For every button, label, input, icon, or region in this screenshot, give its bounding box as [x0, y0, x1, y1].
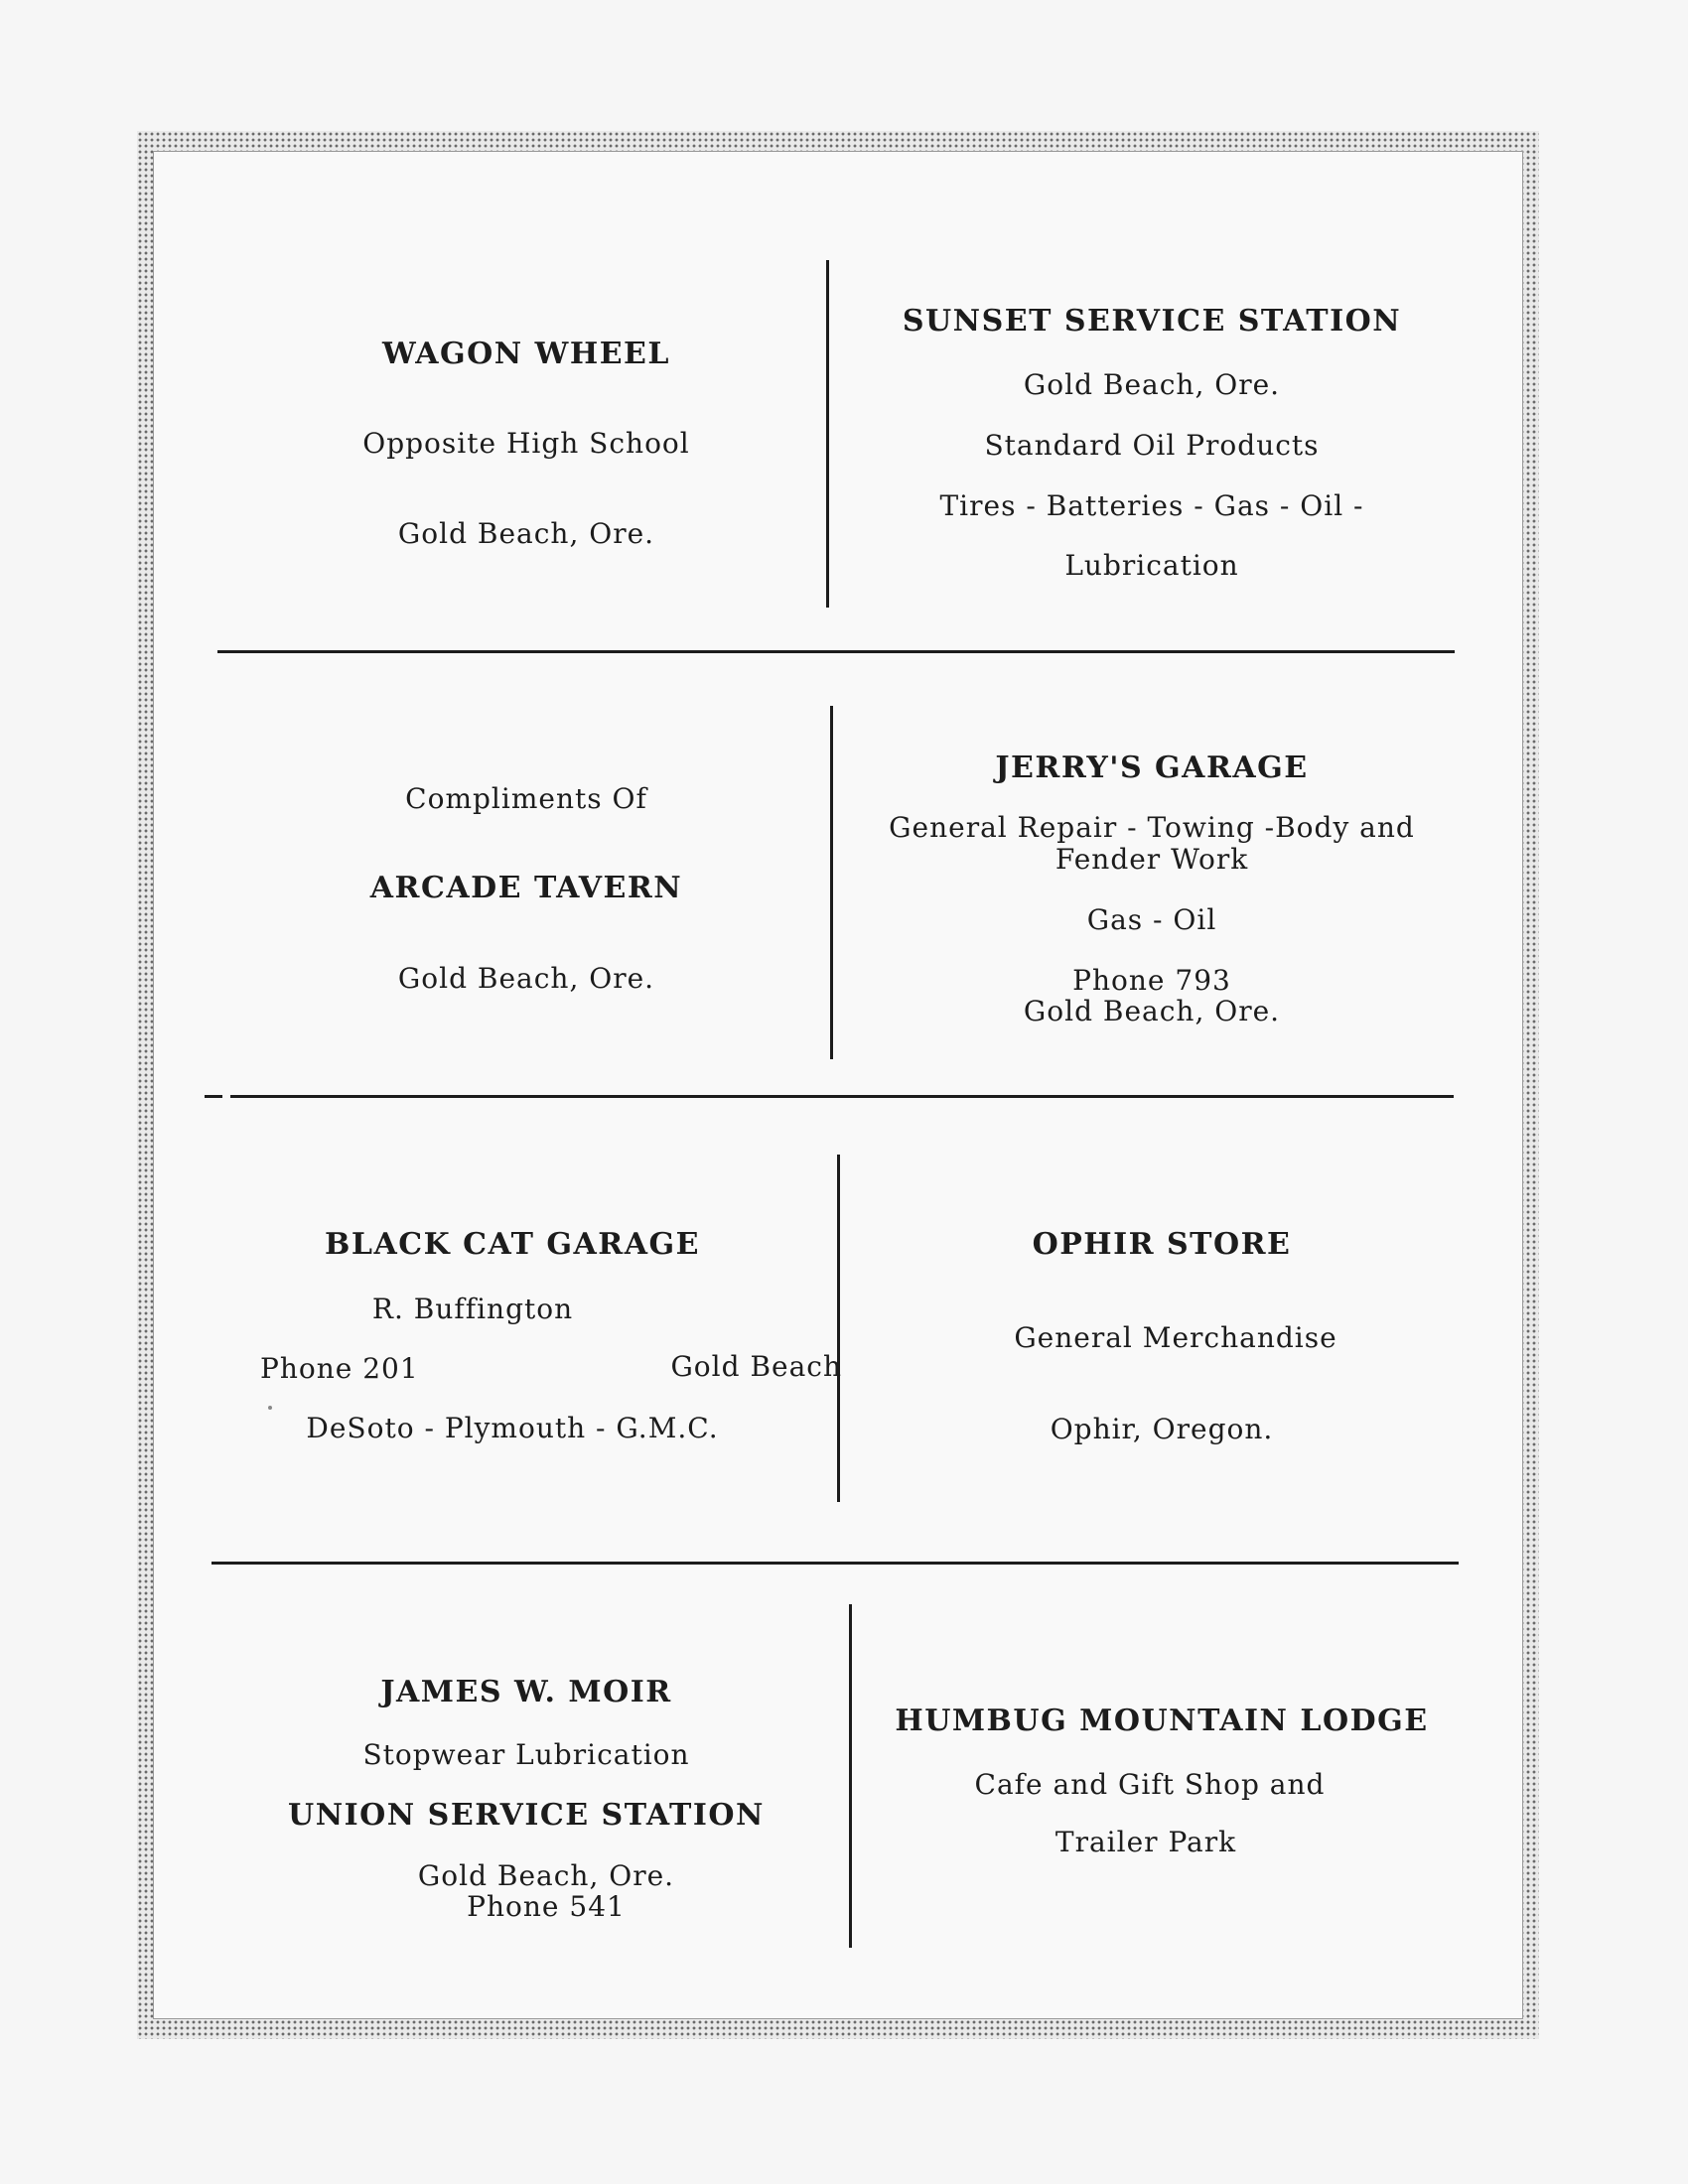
ad-line: Gold Beach, Ore.	[397, 962, 655, 995]
ad-title: SUNSET SERVICE STATION	[902, 304, 1402, 339]
ad-line: Gold Beach, Ore.	[1023, 368, 1281, 401]
ad-line: Trailer Park	[1055, 1826, 1237, 1858]
ad-title: OPHIR STORE	[1032, 1227, 1292, 1262]
ad-line: Gold Beach, Ore.	[397, 517, 655, 550]
ad-line: Gold Beach, Ore.	[417, 1859, 675, 1892]
ad-title: HUMBUG MOUNTAIN LODGE	[895, 1704, 1429, 1738]
ad-line: Stopwear Lubrication	[362, 1738, 690, 1771]
ad-line: Gold Beach, Ore.	[1023, 995, 1281, 1027]
ad-line-phone: Phone 201	[260, 1352, 419, 1385]
ad-line-town: Gold Beach	[670, 1350, 842, 1383]
ad-humbug-mountain-lodge	[864, 0, 1460, 2184]
ad-title: BLACK CAT GARAGE	[325, 1227, 700, 1262]
column-divider-row1	[826, 260, 829, 608]
ad-line: Fender Work	[1055, 843, 1249, 876]
column-divider-row2	[830, 706, 833, 1059]
ad-line: R. Buffington	[371, 1293, 574, 1325]
ad-line: Phone 793	[1072, 964, 1231, 997]
ad-line: Compliments Of	[405, 782, 647, 815]
ad-james-w-moir	[238, 0, 814, 2184]
ad-line: Opposite High School	[362, 427, 690, 460]
ad-line: Ophir, Oregon.	[1050, 1413, 1274, 1445]
ad-line: Standard Oil Products	[984, 429, 1320, 462]
ad-line: Cafe and Gift Shop and	[974, 1768, 1326, 1801]
ad-line: DeSoto - Plymouth - G.M.C.	[306, 1412, 719, 1444]
ad-line: Lubrication	[1064, 549, 1239, 582]
ad-line: General Repair - Towing -Body and	[889, 811, 1415, 844]
ad-title: ARCADE TAVERN	[369, 871, 683, 905]
ad-line: Phone 541	[467, 1890, 626, 1923]
ad-title: JERRY'S GARAGE	[995, 751, 1309, 785]
ad-title: WAGON WHEEL	[381, 337, 671, 371]
ad-line: Gas - Oil	[1086, 903, 1217, 936]
ad-subtitle: UNION SERVICE STATION	[288, 1798, 765, 1833]
ad-line: Tires - Batteries - Gas - Oil -	[939, 489, 1364, 522]
column-divider-row3	[837, 1155, 840, 1502]
ad-title: JAMES W. MOIR	[380, 1675, 672, 1709]
row-divider-2-dash	[205, 1095, 222, 1098]
ad-line: General Merchandise	[1014, 1321, 1337, 1354]
